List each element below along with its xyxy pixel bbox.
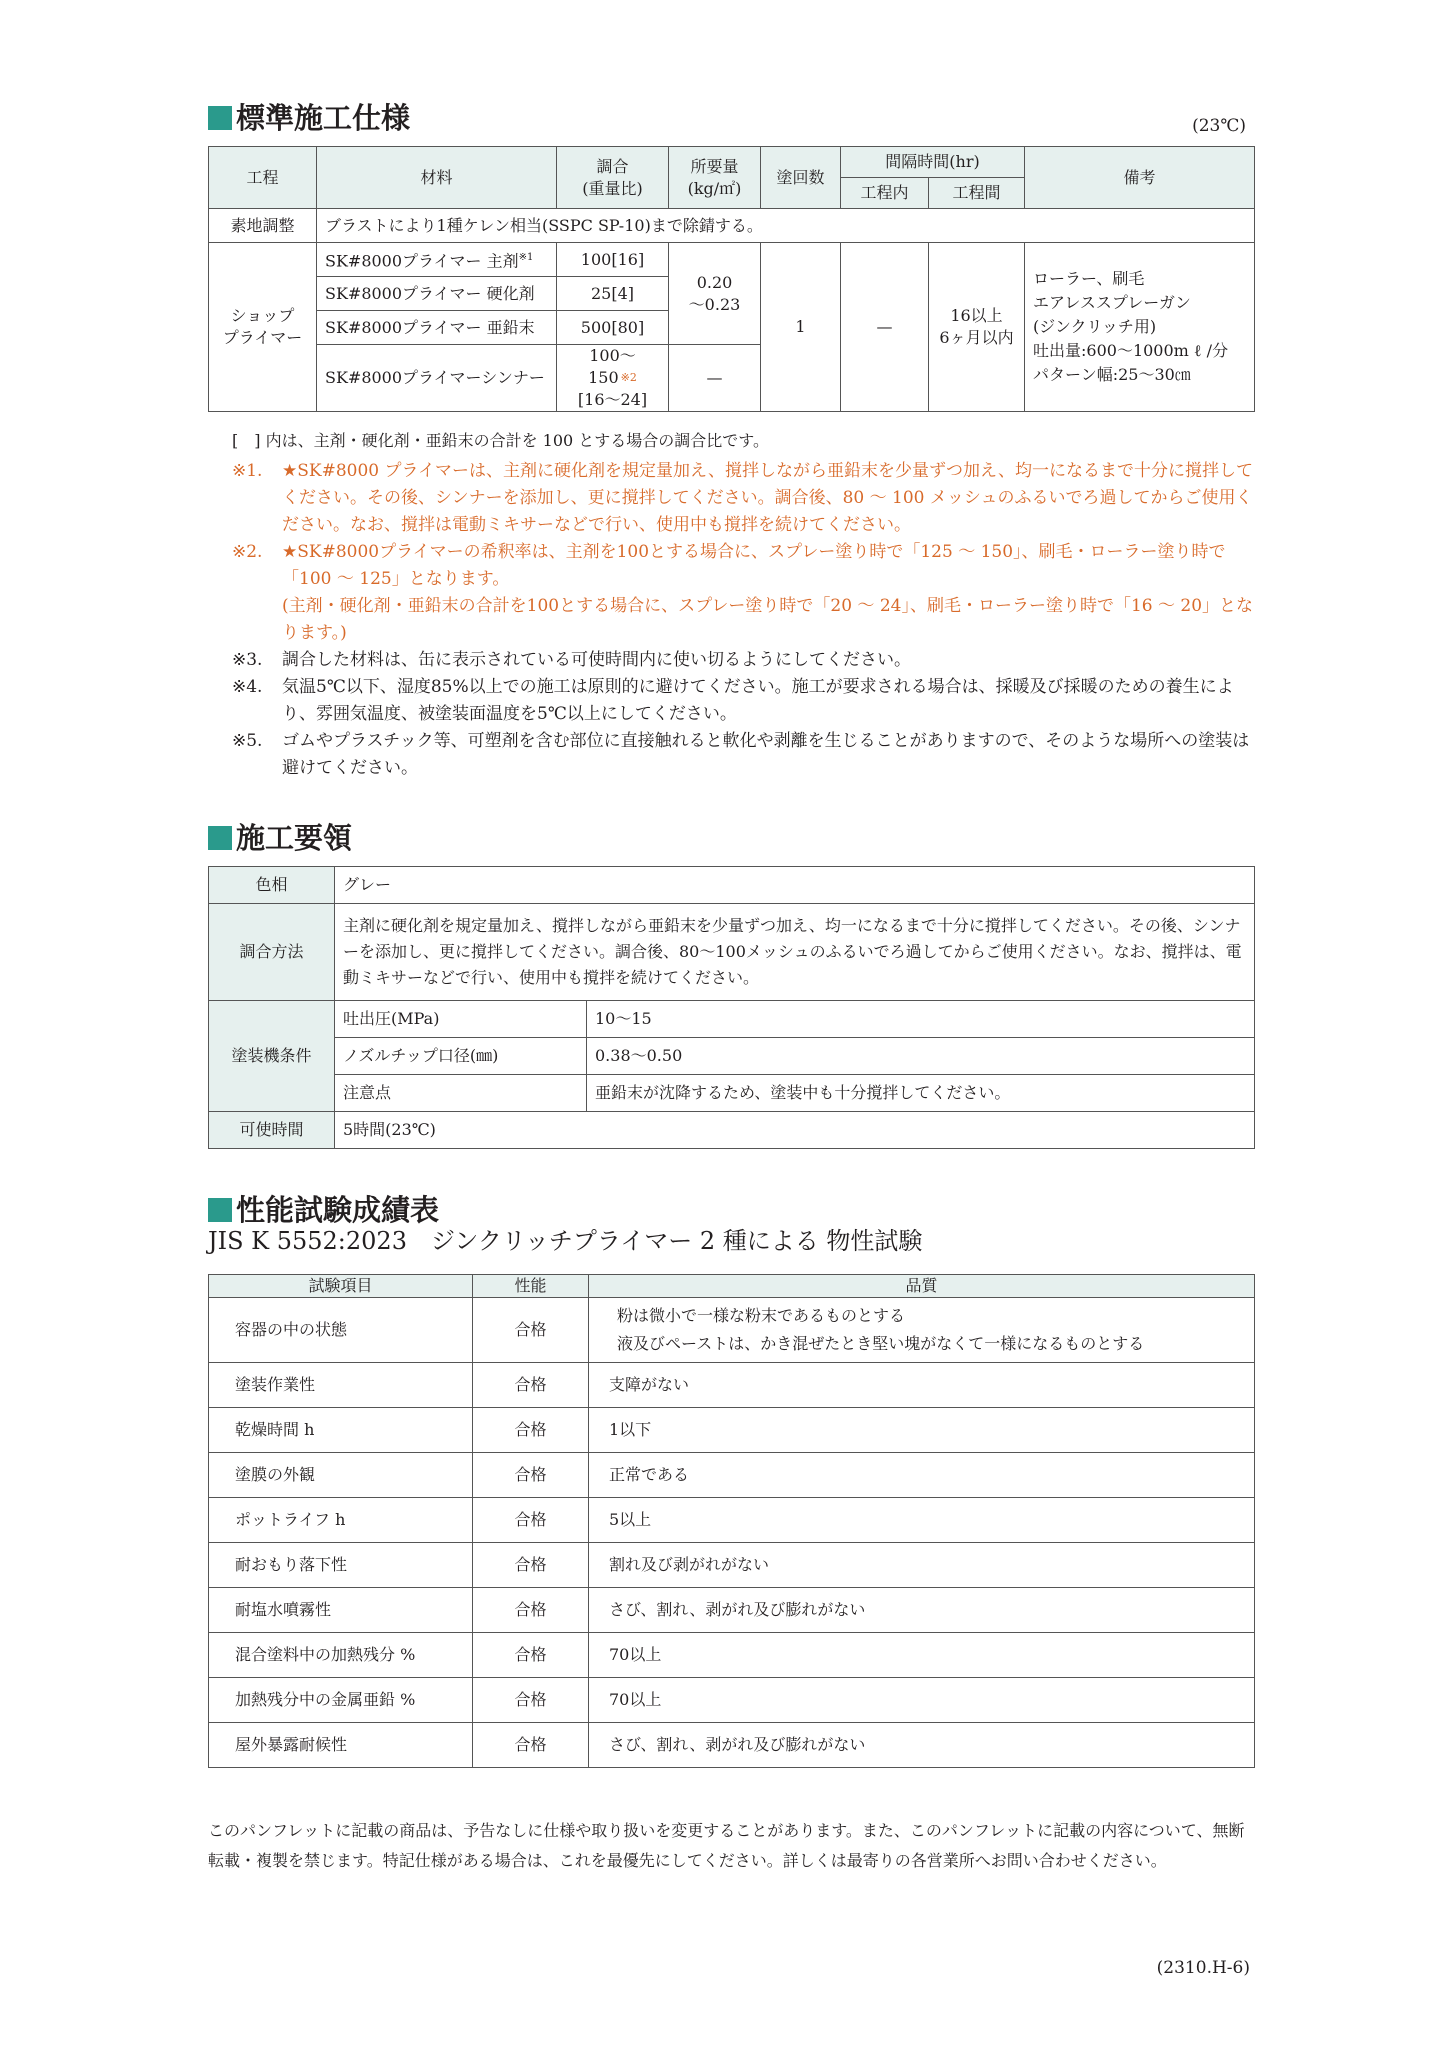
section-title-text: 標準施工仕様 bbox=[236, 101, 411, 135]
table-row: 塗膜の外観 合格 正常である bbox=[209, 1453, 1255, 1498]
machine-param: ノズルチップ口径(㎜) bbox=[335, 1038, 587, 1075]
machine-param: 吐出圧(MPa) bbox=[335, 1001, 587, 1038]
spec-table bbox=[208, 146, 1255, 412]
machine-value: 0.38〜0.50 bbox=[587, 1038, 1255, 1075]
header-material: 材料 bbox=[317, 147, 557, 209]
ratio-cell: 500[80] bbox=[557, 311, 669, 345]
header-coats: 塗回数 bbox=[761, 147, 841, 209]
material-cell: SK#8000プライマー 主剤$^{※1}$ bbox=[317, 243, 557, 277]
ratio-cell: 100[16] bbox=[557, 243, 669, 277]
mix-label: 調合方法 bbox=[209, 904, 335, 1001]
section-title-text: 施工要領 bbox=[236, 821, 353, 855]
table-row: ポットライフ h 合格 5以上 bbox=[209, 1498, 1255, 1543]
header-quality: 品質 bbox=[589, 1275, 1255, 1298]
header-process: 工程 bbox=[209, 147, 317, 209]
table-row: 耐塩水噴霧性 合格 さび、割れ、剥がれ及び膨れがない bbox=[209, 1588, 1255, 1633]
notes-list bbox=[232, 458, 1256, 782]
bracket-note: [ ] 内は、主剤・硬化剤・亜鉛末の合計を 100 とする場合の調合比です。 bbox=[232, 431, 770, 450]
pot-value: 5時間(23℃) bbox=[335, 1112, 1255, 1149]
shop-primer-label: ショップ プライマー bbox=[209, 243, 317, 412]
amount-cell: — bbox=[669, 345, 761, 412]
table-row: 加熱残分中の金属亜鉛 % 合格 70以上 bbox=[209, 1678, 1255, 1723]
perf-table bbox=[208, 1274, 1255, 1768]
section-title-method bbox=[208, 820, 352, 856]
machine-value: 10〜15 bbox=[587, 1001, 1255, 1038]
section-title-spec bbox=[208, 100, 410, 136]
header-item: 試験項目 bbox=[209, 1275, 473, 1298]
header-between: 工程間 bbox=[929, 178, 1025, 209]
color-label: 色相 bbox=[209, 867, 335, 904]
table-row: 混合塗料中の加熱残分 % 合格 70以上 bbox=[209, 1633, 1255, 1678]
teal-square-icon bbox=[208, 106, 232, 130]
footer-disclaimer: このパンフレットに記載の商品は、予告なしに仕様や取り扱いを変更することがあります。また、このパンフレットに記載の内容について、無断転載・複製を禁じます。特記仕様がある場合は、これを最優先にしてください。詳しくは最寄りの各営業所へお問い合わせください。 bbox=[208, 1821, 1245, 1870]
section-title-perf bbox=[208, 1192, 439, 1228]
color-value: グレー bbox=[335, 867, 1255, 904]
within-cell: — bbox=[841, 243, 929, 412]
material-cell: SK#8000プライマーシンナー bbox=[317, 345, 557, 412]
header-within: 工程内 bbox=[841, 178, 929, 209]
surface-process: 素地調整 bbox=[209, 209, 317, 243]
machine-param: 注意点 bbox=[335, 1075, 587, 1112]
ratio-cell: 25[4] bbox=[557, 277, 669, 311]
method-table bbox=[208, 866, 1255, 1149]
note-item: ※3. 調合した材料は、缶に表示されている可使時間内に使い切るようにしてください。 bbox=[232, 650, 911, 670]
temperature-note: (23℃) bbox=[1192, 116, 1246, 136]
coats-cell: 1 bbox=[761, 243, 841, 412]
note-item: ※1. ★SK#8000 プライマーは、主剤に硬化剤を規定量加え、撹拌しながら亜鉛末を少量ずつ加え、均一になるまで十分に撹拌してください。その後、シンナーを添加し、更に撹拌してください。調合後、80 〜 100 メッシュのふるいでろ過してからご使用ください。なお、撹拌は電動ミキサーなどで行い、使用中も撹拌を続けてください。 bbox=[232, 461, 1254, 535]
table-row: 容器の中の状態 合格 粉は微小で一様な粉末であるものとする 液及びペーストは、かき混ぜたとき堅い塊がなくて一様になるものとする bbox=[209, 1298, 1255, 1363]
teal-square-icon bbox=[208, 826, 232, 850]
header-remarks: 備考 bbox=[1025, 147, 1255, 209]
surface-text: ブラストにより1種ケレン相当(SSPC SP-10)まで除錆する。 bbox=[317, 209, 1255, 243]
header-interval: 間隔時間(hr) bbox=[841, 147, 1025, 178]
machine-value: 亜鉛末が沈降するため、塗装中も十分撹拌してください。 bbox=[587, 1075, 1255, 1112]
note-item: ※2. ★SK#8000プライマーの希釈率は、主剤を100とする場合に、スプレー塗り時で「125 〜 150」、刷毛・ローラー塗り時で「100 〜 125」となります。 (主剤・硬化剤・亜鉛末の合計を100とする場合に、スプレー塗り時で「20 〜 24」、刷毛・ローラー塗り時で「16 〜 20」となります。) bbox=[232, 542, 1254, 643]
header-result: 性能 bbox=[473, 1275, 589, 1298]
machine-label: 塗装機条件 bbox=[209, 1001, 335, 1112]
mix-value: 主剤に硬化剤を規定量加え、撹拌しながら亜鉛末を少量ずつ加え、均一になるまで十分に撹拌してください。その後、シンナーを添加し、更に撹拌してください。調合後、80〜100メッシュのふるいでろ過してからご使用ください。なお、撹拌は、電動ミキサーなどで行い、使用中も撹拌を続けてください。 bbox=[335, 904, 1255, 1001]
between-cell: 16以上 6ヶ月以内 bbox=[929, 243, 1025, 412]
note-item: ※5. ゴムやプラスチック等、可塑剤を含む部位に直接触れると軟化や剥離を生じることがありますので、そのような場所への塗装は避けてください。 bbox=[232, 731, 1250, 778]
header-ratio: 調合 (重量比) bbox=[557, 147, 669, 209]
jis-subtitle: JIS K 5552:2023 ジンクリッチプライマー 2 種による 物性試験 bbox=[208, 1227, 923, 1255]
material-cell: SK#8000プライマー 亜鉛末 bbox=[317, 311, 557, 345]
pot-label: 可使時間 bbox=[209, 1112, 335, 1149]
table-row: 塗装作業性 合格 支障がない bbox=[209, 1363, 1255, 1408]
remarks-cell: ローラー、刷毛 エアレススプレーガン (ジンクリッチ用) 吐出量:600〜1000m ℓ /分 パターン幅:25〜30㎝ bbox=[1025, 243, 1255, 412]
section-title-text: 性能試験成績表 bbox=[236, 1193, 440, 1227]
header-amount: 所要量 (kg/㎡) bbox=[669, 147, 761, 209]
table-row: 屋外暴露耐候性 合格 さび、割れ、剥がれ及び膨れがない bbox=[209, 1723, 1255, 1768]
page-code: (2310.H-6) bbox=[1156, 1958, 1250, 1978]
table-row: 乾燥時間 h 合格 1以下 bbox=[209, 1408, 1255, 1453]
amount-cell: 0.20 〜0.23 bbox=[669, 243, 761, 345]
table-row: 耐おもり落下性 合格 割れ及び剥がれがない bbox=[209, 1543, 1255, 1588]
material-cell: SK#8000プライマー 硬化剤 bbox=[317, 277, 557, 311]
teal-square-icon bbox=[208, 1198, 232, 1222]
ratio-cell: 100〜150 $^{※2}$ [16〜24] bbox=[557, 345, 669, 412]
note-item: ※4. 気温5℃以下、湿度85%以上での施工は原則的に避けてください。施工が要求される場合は、採暖及び採暖のための養生により、雰囲気温度、被塗装面温度を5℃以上にしてください。 bbox=[232, 677, 1234, 724]
